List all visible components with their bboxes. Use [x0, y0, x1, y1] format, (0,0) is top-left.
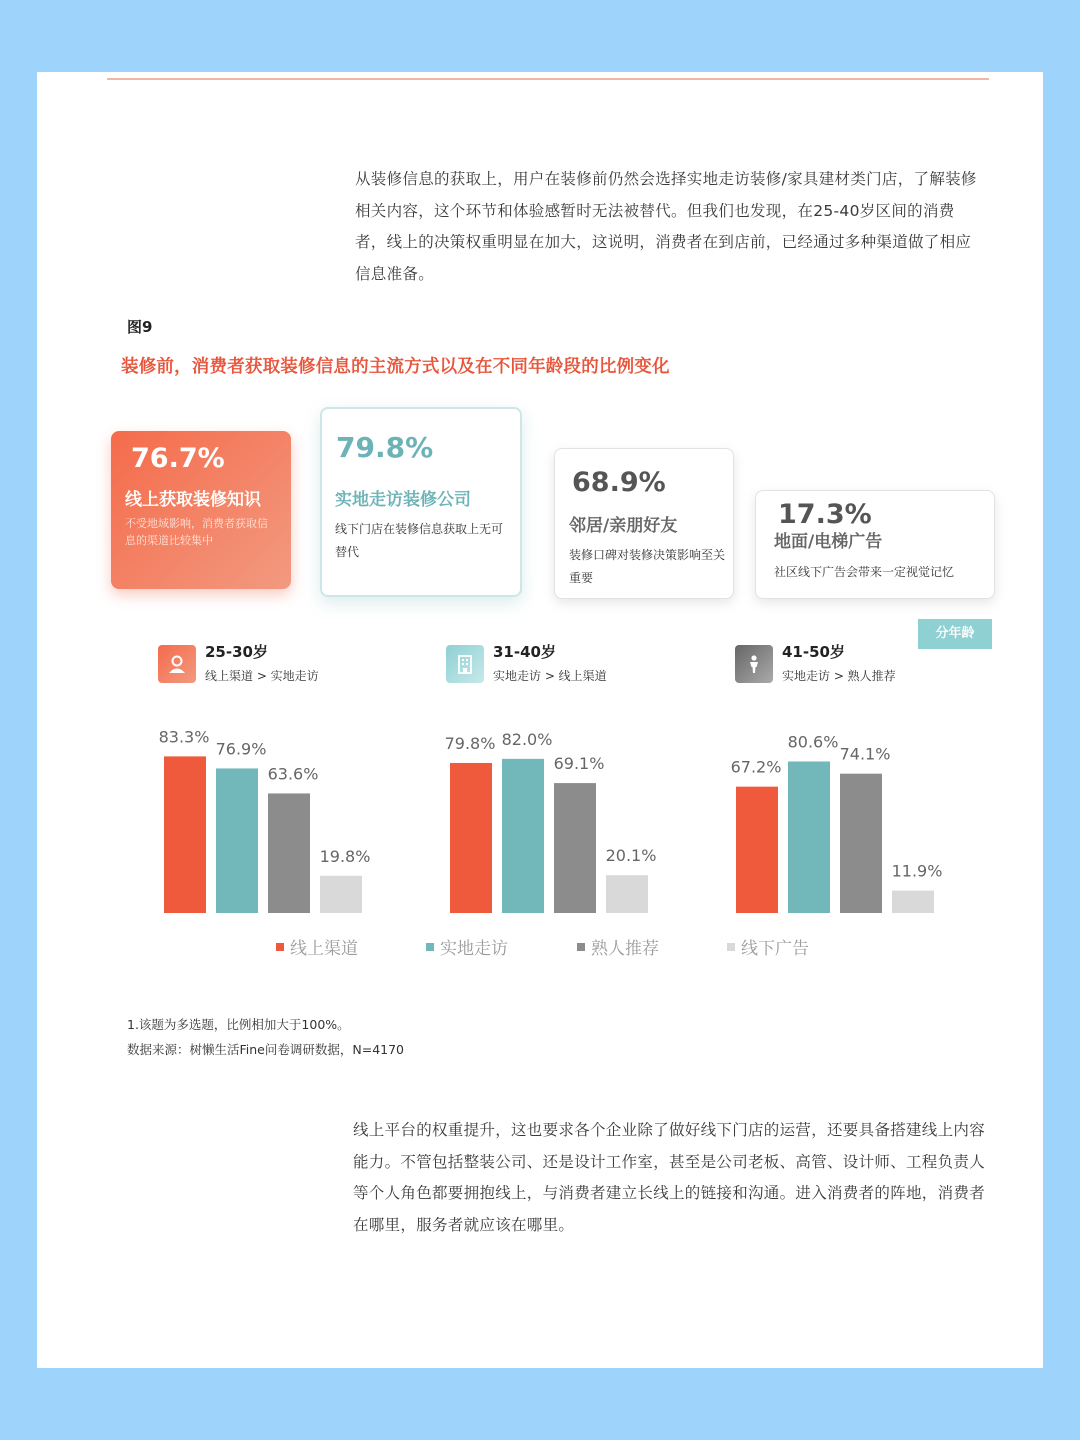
group-order: 实地走访 > 熟人推荐 [782, 669, 896, 683]
bar-1-2 [216, 768, 258, 913]
stat-card-value: 68.9% [572, 467, 666, 498]
figure-label: 图9 [127, 318, 153, 336]
intro-paragraph: 从装修信息的获取上，用户在装修前仍然会选择实地走访装修/家具建材类门店，了解装修相关内容，这个环节和体验感暂时无法被替代。但我们也发现，在25-40岁区间的消费者，线上的决策权重明显在加大，这说明，消费者在到店前，已经通过多种渠道做了相应信息准备。 [355, 170, 977, 283]
bar-2-2 [502, 759, 544, 913]
legend-swatch [727, 943, 735, 951]
group-age: 41-50岁 [782, 643, 845, 661]
age-breakdown-tag: 分年龄 [918, 619, 992, 649]
bar-3-2 [788, 761, 830, 913]
bar-value-label: 67.2% [730, 757, 782, 777]
legend-label: 熟人推荐 [591, 939, 659, 959]
legend-label: 线上渠道 [290, 939, 358, 959]
legend-item-online [276, 934, 358, 959]
bar-value-label: 63.6% [267, 764, 319, 784]
bar-value-label: 83.3% [158, 727, 210, 747]
bar-chart [37, 72, 1043, 932]
stat-card-heading: 线上获取装修知识 [125, 490, 261, 510]
legend-swatch [577, 943, 585, 951]
stat-card-description: 社区线下广告会带来一定视觉记忆 [774, 565, 955, 579]
legend-label: 实地走访 [440, 939, 508, 959]
bar-value-label: 82.0% [501, 729, 553, 749]
bar-1-1 [164, 756, 206, 913]
stat-card-description: 线下门店在装修信息获取上无可替代 [335, 522, 504, 559]
stat-card-description: 不受地域影响，消费者获取信息的渠道比较集中 [125, 517, 268, 547]
stat-card-heading: 实地走访装修公司 [335, 490, 471, 510]
legend-item-ads [727, 934, 809, 959]
bar-2-4 [606, 875, 648, 913]
legend-swatch [426, 943, 434, 951]
group-order: 实地走访 > 线上渠道 [493, 669, 607, 683]
figure-title: 装修前，消费者获取装修信息的主流方式以及在不同年龄段的比例变化 [121, 357, 670, 377]
footnote: 1.该题为多选题，比例相加大于100%。 [127, 1017, 350, 1032]
legend-item-visit [426, 934, 508, 959]
stat-card-value: 76.7% [131, 443, 225, 474]
stat-card-heading: 地面/电梯广告 [774, 532, 883, 552]
stat-card-value: 17.3% [778, 499, 872, 530]
report-page [37, 72, 1043, 1368]
bar-value-label: 20.1% [605, 846, 657, 866]
legend-label: 线下广告 [741, 939, 809, 959]
group-age: 25-30岁 [205, 643, 268, 661]
bar-1-4 [320, 876, 362, 913]
bar-value-label: 76.9% [215, 739, 267, 759]
legend-item-referral [577, 934, 659, 959]
bar-value-label: 80.6% [787, 732, 839, 752]
group-order: 线上渠道 > 实地走访 [205, 669, 319, 683]
bar-value-label: 74.1% [839, 744, 891, 764]
bar-3-4 [892, 891, 934, 913]
bar-value-label: 11.9% [891, 861, 943, 881]
stat-card-heading: 邻居/亲朋好友 [569, 516, 678, 536]
bar-value-label: 69.1% [553, 754, 605, 774]
bar-3-1 [736, 787, 778, 913]
group-age: 31-40岁 [493, 643, 556, 661]
bar-2-1 [450, 763, 492, 913]
bar-3-3 [840, 774, 882, 913]
stat-card-description: 装修口碑对装修决策影响至关重要 [569, 548, 726, 585]
legend-swatch [276, 943, 284, 951]
closing-paragraph: 线上平台的权重提升，这也要求各个企业除了做好线下门店的运营，还要具备搭建线上内容能力。不管包括整装公司、还是设计工作室，甚至是公司老板、高管、设计师、工程负责人等个人角色都要拥抱线上，与消费者建立长线上的链接和沟通。进入消费者的阵地，消费者在哪里，服务者就应该在哪里。 [353, 1121, 986, 1234]
stat-card-value: 79.8% [336, 431, 434, 464]
bar-value-label: 79.8% [444, 733, 496, 753]
bar-2-3 [554, 783, 596, 913]
data-source: 数据来源：树懒生活Fine问卷调研数据，N=4170 [127, 1042, 405, 1057]
bar-1-3 [268, 793, 310, 913]
bar-value-label: 19.8% [319, 846, 371, 866]
